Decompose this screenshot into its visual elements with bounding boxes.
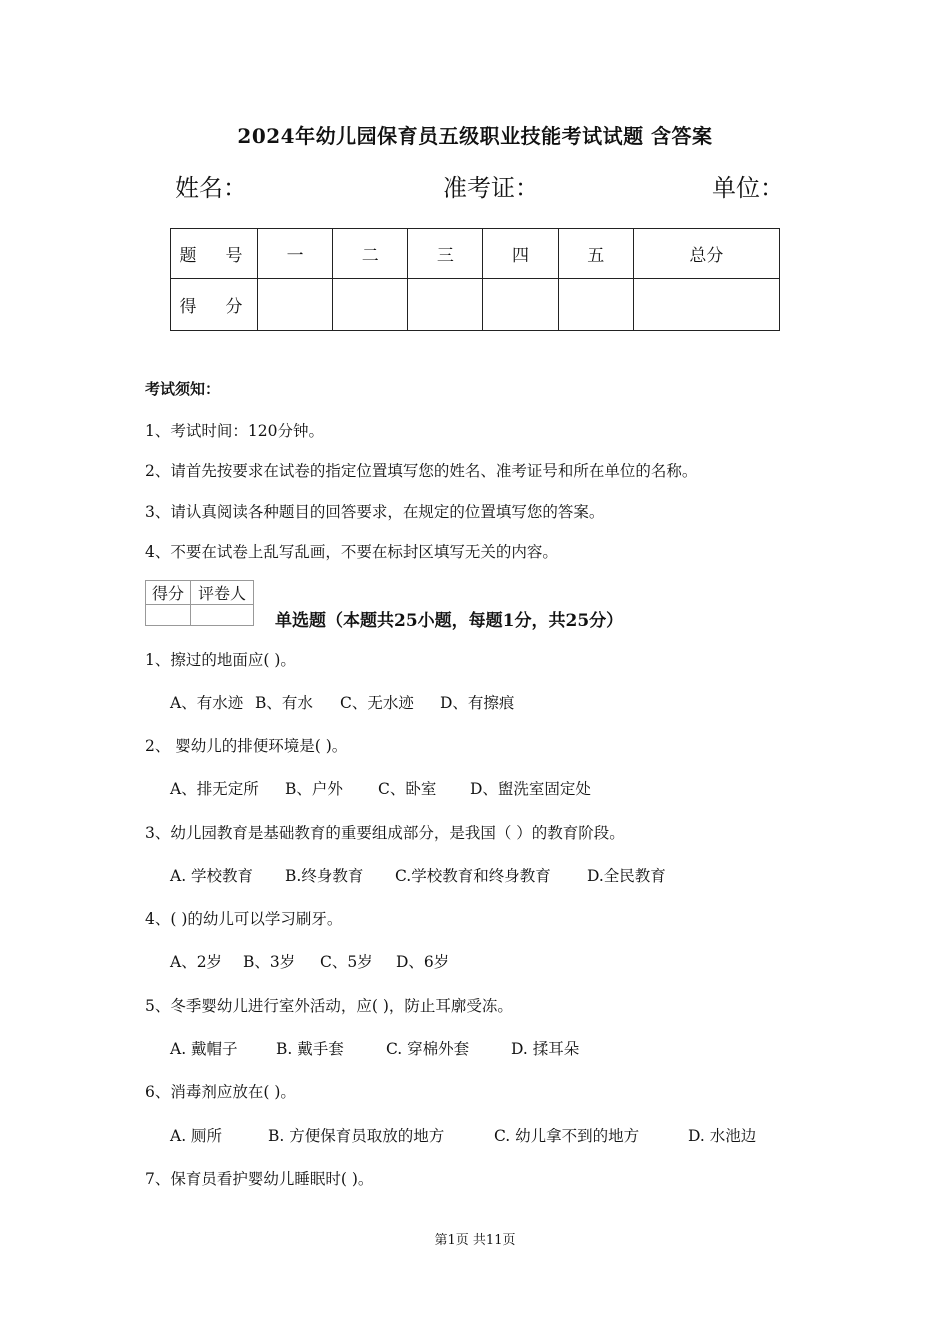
page-footer: 第1页 共11页 — [434, 1233, 516, 1248]
score-table-score-row — [171, 279, 780, 331]
option-a[interactable]: A、排无定所 — [170, 780, 259, 798]
score-table-header-cell: 四 — [483, 229, 558, 279]
question-text: 6、消毒剂应放在( )。 — [145, 1083, 296, 1101]
score-table-header-row — [171, 229, 780, 279]
notice-title: 考试须知： — [145, 380, 221, 398]
score-table — [170, 228, 780, 331]
option-c[interactable]: C.学校教育和终身教育 — [395, 867, 551, 885]
question-options — [170, 1124, 756, 1146]
option-b[interactable]: B、户外 — [285, 780, 343, 798]
option-c[interactable]: C、卧室 — [378, 780, 437, 798]
option-d[interactable]: D. 揉耳朵 — [511, 1040, 580, 1058]
score-table-header-cell: 总分 — [633, 229, 779, 279]
score-table-header-cell: 三 — [408, 229, 483, 279]
unit-field-label: 单位： — [712, 174, 784, 202]
option-d[interactable]: D、有擦痕 — [440, 694, 515, 712]
option-b[interactable]: B. 戴手套 — [276, 1040, 344, 1058]
grader-box — [145, 580, 254, 626]
question-options — [170, 864, 666, 886]
score-table-header-cell: 题 号 — [171, 229, 258, 279]
option-b[interactable]: B. 方便保育员取放的地方 — [268, 1127, 445, 1145]
grader-name-label: 评卷人 — [191, 581, 254, 605]
notice-item: 2、请首先按要求在试卷的指定位置填写您的姓名、准考证号和所在单位的名称。 — [145, 462, 698, 480]
score-table-header-cell: 五 — [558, 229, 633, 279]
section-title: 单选题（本题共25小题，每题1分，共25分） — [275, 611, 624, 631]
exam-id-field-label: 准考证： — [443, 174, 539, 202]
question-text: 5、冬季婴幼儿进行室外活动，应( )，防止耳廓受冻。 — [145, 997, 513, 1015]
option-c[interactable]: C. 穿棉外套 — [386, 1040, 470, 1058]
question-text: 4、( )的幼儿可以学习刷牙。 — [145, 910, 343, 928]
option-a[interactable]: A. 戴帽子 — [170, 1040, 238, 1058]
option-d[interactable]: D. 水池边 — [688, 1127, 757, 1145]
option-c[interactable]: C、5岁 — [320, 953, 373, 971]
option-b[interactable]: B、3岁 — [243, 953, 296, 971]
page-title: 2024年幼儿园保育员五级职业技能考试试题 含答案 — [237, 124, 713, 148]
option-d[interactable]: D.全民教育 — [587, 867, 666, 885]
option-b[interactable]: B、有水 — [255, 694, 313, 712]
option-a[interactable]: A、2岁 — [170, 953, 223, 971]
question-text: 1、擦过的地面应( )。 — [145, 651, 296, 669]
score-cell[interactable] — [258, 279, 333, 331]
option-a[interactable]: A、有水迹 — [170, 694, 244, 712]
option-b[interactable]: B.终身教育 — [285, 867, 364, 885]
score-row-label: 得 分 — [171, 279, 258, 331]
question-options — [170, 950, 449, 972]
question-options — [170, 777, 591, 799]
score-cell[interactable] — [483, 279, 558, 331]
option-d[interactable]: D、6岁 — [396, 953, 450, 971]
option-d[interactable]: D、盥洗室固定处 — [470, 780, 591, 798]
question-text: 7、保育员看护婴幼儿睡眠时( )。 — [145, 1170, 374, 1188]
question-options — [170, 691, 514, 713]
option-c[interactable]: C. 幼儿拿不到的地方 — [494, 1127, 640, 1145]
option-a[interactable]: A. 厕所 — [170, 1127, 223, 1145]
notice-item: 4、不要在试卷上乱写乱画，不要在标封区填写无关的内容。 — [145, 543, 558, 561]
score-cell[interactable] — [558, 279, 633, 331]
score-cell[interactable] — [333, 279, 408, 331]
grader-name-cell[interactable] — [191, 605, 254, 626]
score-cell[interactable] — [633, 279, 779, 331]
question-text: 2、 婴幼儿的排便环境是( )。 — [145, 737, 348, 755]
question-options — [170, 1037, 579, 1059]
option-a[interactable]: A. 学校教育 — [170, 867, 254, 885]
notice-item: 1、考试时间：120分钟。 — [145, 422, 324, 440]
option-c[interactable]: C、无水迹 — [340, 694, 414, 712]
score-table-header-cell: 二 — [333, 229, 408, 279]
question-text: 3、幼儿园教育是基础教育的重要组成部分，是我国（ ）的教育阶段。 — [145, 824, 625, 842]
name-field-label: 姓名： — [175, 174, 247, 202]
grader-score-label: 得分 — [146, 581, 191, 605]
grader-score-cell[interactable] — [146, 605, 191, 626]
notice-item: 3、请认真阅读各种题目的回答要求，在规定的位置填写您的答案。 — [145, 503, 605, 521]
score-table-header-cell: 一 — [258, 229, 333, 279]
score-cell[interactable] — [408, 279, 483, 331]
